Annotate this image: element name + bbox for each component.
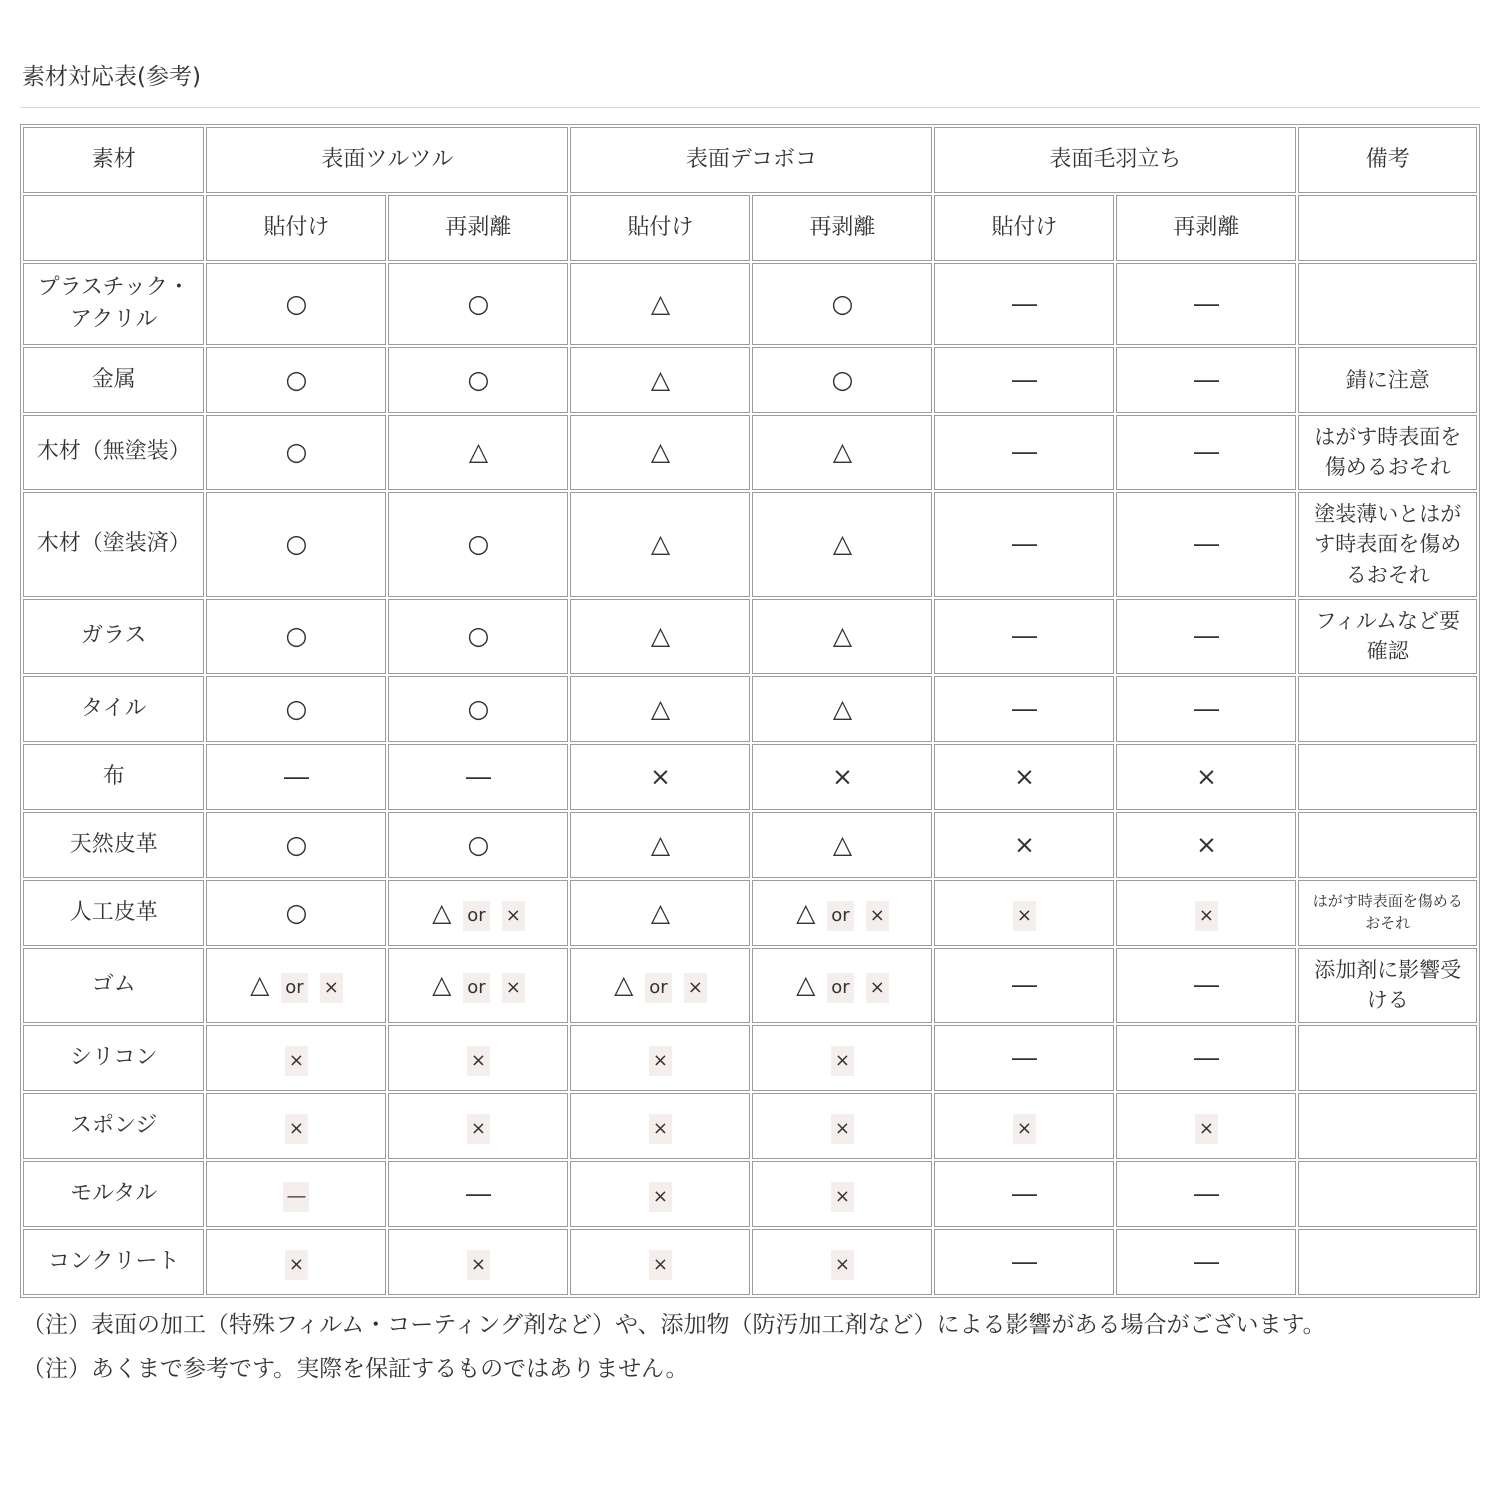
symbol-cell: [570, 1161, 750, 1227]
symbol-cell: [570, 1093, 750, 1159]
material-cell: スポンジ: [23, 1093, 204, 1159]
rating-symbol: ×: [649, 1182, 672, 1212]
rating-symbol: ×: [1195, 761, 1217, 791]
symbol-cell: [570, 880, 750, 946]
remark-cell: はがす時表面を傷めるおそれ: [1298, 880, 1477, 946]
symbol-cell: [388, 1161, 568, 1227]
symbol-cell: [752, 812, 932, 878]
rating-symbol: △: [650, 529, 671, 559]
symbol-cell: [570, 744, 750, 810]
symbol-cell: [934, 1025, 1114, 1091]
symbol-cell: [752, 1161, 932, 1227]
rating-symbol: ×: [649, 1114, 672, 1144]
rating-symbol: ×: [649, 1250, 672, 1280]
material-cell: 木材（無塗装）: [23, 415, 204, 490]
remark-cell: [1298, 1025, 1477, 1091]
remark-cell: [1298, 744, 1477, 810]
rating-symbol: ―: [1011, 288, 1037, 318]
rating-symbol: ×: [1195, 1114, 1218, 1144]
rating-symbol: ―: [1011, 1246, 1037, 1276]
rating-symbol: ×: [1013, 761, 1035, 791]
symbol-cell: [206, 812, 386, 878]
symbol-cell: [388, 812, 568, 878]
symbol-cell: [1116, 415, 1296, 490]
rating-symbol: ○: [467, 529, 490, 559]
rating-symbol: ―: [1193, 1042, 1219, 1072]
rating-symbol: ×: [320, 973, 343, 1003]
rating-symbol: △: [832, 829, 853, 859]
table-body: [23, 263, 1477, 1295]
symbol-cell: [206, 347, 386, 413]
symbol-cell: [1116, 1025, 1296, 1091]
remark-cell: 塗装薄いとはがす時表面を傷めるおそれ: [1298, 492, 1477, 597]
symbol-cell: [934, 744, 1114, 810]
symbol-cell: [1116, 948, 1296, 1023]
material-cell: シリコン: [23, 1025, 204, 1091]
column-header: 表面デコボコ: [570, 127, 932, 193]
page: [20, 0, 1480, 1387]
symbol-cell: [752, 415, 932, 490]
rating-symbol: ×: [831, 1114, 854, 1144]
footnote-1: （注）表面の加工（特殊フィルム・コーティング剤など）や、添加物（防汚加工剤など）による影響がある場合がございます。: [22, 1311, 1326, 1338]
symbol-cell: [388, 1229, 568, 1295]
rating-symbol: △: [432, 897, 452, 927]
table-row: [23, 880, 1477, 946]
rating-symbol: ―: [1011, 364, 1037, 394]
rating-symbol: ×: [285, 1114, 308, 1144]
rating-symbol: △: [650, 364, 671, 394]
symbol-cell: [388, 492, 568, 597]
table-row: [23, 599, 1477, 674]
rating-symbol: ×: [502, 901, 525, 931]
symbol-cell: [388, 948, 568, 1023]
table-row: [23, 263, 1477, 345]
footnote-2: （注）あくまで参考です。実際を保証するものではありません。: [22, 1356, 689, 1383]
symbol-cell: [388, 599, 568, 674]
subcolumn-header: 貼付け: [934, 195, 1114, 261]
symbol-cell: [752, 263, 932, 345]
table-row: [23, 1025, 1477, 1091]
rating-symbol: ―: [1193, 288, 1219, 318]
symbol-cell: [388, 263, 568, 345]
subheader-row: [23, 195, 1477, 261]
remark-cell: [1298, 1161, 1477, 1227]
symbol-cell: [570, 347, 750, 413]
symbol-cell: [388, 347, 568, 413]
symbol-cell: [1116, 347, 1296, 413]
rating-symbol: ―: [1011, 437, 1037, 467]
table-row: [23, 676, 1477, 742]
symbol-cell: [934, 347, 1114, 413]
symbol-cell: [206, 744, 386, 810]
rating-symbol: ○: [467, 364, 490, 394]
symbol-cell: [1116, 744, 1296, 810]
symbol-cell: [934, 599, 1114, 674]
symbol-cell: [1116, 263, 1296, 345]
rating-symbol: △: [650, 693, 671, 723]
symbol-cell: [934, 676, 1114, 742]
symbol-cell: [570, 492, 750, 597]
material-cell: ゴム: [23, 948, 204, 1023]
material-cell: 金属: [23, 347, 204, 413]
symbol-cell: [752, 948, 932, 1023]
symbol-cell: [206, 880, 386, 946]
rating-symbol: ×: [1013, 1114, 1036, 1144]
symbol-cell: [934, 1093, 1114, 1159]
symbol-cell: [752, 1229, 932, 1295]
rating-symbol: △: [832, 437, 853, 467]
rating-symbol: ×: [467, 1046, 490, 1076]
symbol-cell: [934, 812, 1114, 878]
symbol-cell: [934, 492, 1114, 597]
rating-symbol: ○: [467, 288, 490, 318]
rating-symbol: △: [650, 288, 671, 318]
symbol-cell: [570, 599, 750, 674]
material-cell: モルタル: [23, 1161, 204, 1227]
rating-symbol: △: [468, 437, 489, 467]
symbol-cell: [752, 676, 932, 742]
rating-symbol: △: [832, 621, 853, 651]
or-text: or: [827, 901, 853, 931]
symbol-cell: [206, 1229, 386, 1295]
symbol-cell: [752, 347, 932, 413]
symbol-cell: [752, 599, 932, 674]
column-header: 素材: [23, 127, 204, 193]
table-row: [23, 415, 1477, 490]
symbol-cell: [206, 676, 386, 742]
symbol-cell: [570, 1229, 750, 1295]
or-text: or: [463, 901, 489, 931]
subcolumn-header: 再剥離: [1116, 195, 1296, 261]
symbol-cell: [570, 1025, 750, 1091]
symbol-cell: [570, 415, 750, 490]
rating-symbol: ×: [831, 1250, 854, 1280]
symbol-cell: [1116, 880, 1296, 946]
remark-cell: [1298, 1229, 1477, 1295]
table-row: [23, 812, 1477, 878]
symbol-cell: [206, 948, 386, 1023]
rating-symbol: ―: [1193, 621, 1219, 651]
table-head: [23, 127, 1477, 261]
symbol-cell: [934, 1161, 1114, 1227]
rating-symbol: ―: [1011, 1178, 1037, 1208]
symbol-cell: [570, 948, 750, 1023]
rating-symbol: ×: [649, 1046, 672, 1076]
rating-symbol: ○: [831, 364, 854, 394]
symbol-cell: [388, 415, 568, 490]
rating-symbol: ○: [467, 829, 490, 859]
or-text: or: [463, 973, 489, 1003]
symbol-cell: [388, 676, 568, 742]
material-cell: 木材（塗装済）: [23, 492, 204, 597]
symbol-cell: [752, 744, 932, 810]
page-title: 素材対応表(参考): [22, 64, 201, 90]
table-row: [23, 1093, 1477, 1159]
rating-symbol: ×: [467, 1114, 490, 1144]
symbol-cell: [570, 812, 750, 878]
table-row: [23, 948, 1477, 1023]
rating-symbol: ○: [285, 829, 308, 859]
rating-symbol: △: [832, 693, 853, 723]
symbol-cell: [206, 1093, 386, 1159]
rating-symbol: △: [832, 529, 853, 559]
remark-cell: フィルムなど要確認: [1298, 599, 1477, 674]
rating-symbol: ×: [649, 761, 671, 791]
symbol-cell: [1116, 1093, 1296, 1159]
rating-symbol: ―: [1011, 621, 1037, 651]
rating-symbol: ×: [1013, 829, 1035, 859]
symbol-cell: [1116, 599, 1296, 674]
symbol-cell: [934, 880, 1114, 946]
rating-symbol: ×: [831, 761, 853, 791]
symbol-cell: [1116, 1161, 1296, 1227]
subcolumn-header: 再剥離: [752, 195, 932, 261]
rating-symbol: ×: [285, 1250, 308, 1280]
rating-symbol: ―: [1193, 693, 1219, 723]
rating-symbol: ○: [467, 621, 490, 651]
or-text: or: [645, 973, 671, 1003]
symbol-cell: [206, 263, 386, 345]
symbol-cell: [752, 880, 932, 946]
rating-symbol: △: [250, 970, 270, 1000]
symbol-cell: [206, 415, 386, 490]
rating-symbol: ×: [831, 1046, 854, 1076]
material-cell: タイル: [23, 676, 204, 742]
material-cell: ガラス: [23, 599, 204, 674]
remark-cell: [1298, 263, 1477, 345]
rating-symbol: ―: [1193, 529, 1219, 559]
remark-cell: [1298, 812, 1477, 878]
remark-cell: [1298, 676, 1477, 742]
rating-symbol: ×: [684, 973, 707, 1003]
rating-symbol: △: [796, 897, 816, 927]
table-row: [23, 492, 1477, 597]
rating-symbol: ×: [866, 973, 889, 1003]
rating-symbol: ○: [467, 693, 490, 723]
column-header: 表面ツルツル: [206, 127, 568, 193]
rating-symbol: ×: [285, 1046, 308, 1076]
subcolumn-header: 再剥離: [388, 195, 568, 261]
symbol-cell: [1116, 1229, 1296, 1295]
rating-symbol: ―: [283, 761, 309, 791]
rating-symbol: ―: [1011, 1042, 1037, 1072]
rating-symbol: ―: [1011, 970, 1037, 1000]
symbol-cell: [570, 263, 750, 345]
rating-symbol: ×: [1195, 901, 1218, 931]
symbol-cell: [752, 1093, 932, 1159]
symbol-cell: [934, 415, 1114, 490]
rating-symbol: ○: [285, 529, 308, 559]
material-cell: コンクリート: [23, 1229, 204, 1295]
symbol-cell: [752, 1025, 932, 1091]
material-cell: 天然皮革: [23, 812, 204, 878]
rating-symbol: △: [432, 970, 452, 1000]
rating-symbol: △: [650, 829, 671, 859]
symbol-cell: [206, 1161, 386, 1227]
rating-symbol: ×: [1195, 829, 1217, 859]
column-header: 備考: [1298, 127, 1477, 193]
rating-symbol: △: [650, 621, 671, 651]
symbol-cell: [1116, 492, 1296, 597]
symbol-cell: [206, 1025, 386, 1091]
subcolumn-header: [23, 195, 204, 261]
symbol-cell: [206, 492, 386, 597]
symbol-cell: [1116, 676, 1296, 742]
rating-symbol: ○: [285, 437, 308, 467]
rating-symbol: △: [650, 437, 671, 467]
symbol-cell: [934, 1229, 1114, 1295]
table-row: [23, 1161, 1477, 1227]
symbol-cell: [388, 880, 568, 946]
remark-cell: はがす時表面を傷めるおそれ: [1298, 415, 1477, 490]
table-row: [23, 1229, 1477, 1295]
table-row: [23, 347, 1477, 413]
rating-symbol: △: [796, 970, 816, 1000]
symbol-cell: [752, 492, 932, 597]
rating-symbol: △: [650, 897, 671, 927]
rating-symbol: ―: [1011, 693, 1037, 723]
remark-cell: 錆に注意: [1298, 347, 1477, 413]
rating-symbol: ○: [285, 288, 308, 318]
material-compatibility-table: [20, 124, 1480, 1298]
table-row: [23, 744, 1477, 810]
rating-symbol: ○: [285, 897, 308, 927]
rating-symbol: ○: [831, 288, 854, 318]
rating-symbol: ×: [831, 1182, 854, 1212]
symbol-cell: [934, 948, 1114, 1023]
symbol-cell: [388, 744, 568, 810]
rating-symbol: ―: [465, 761, 491, 791]
rating-symbol: ×: [467, 1250, 490, 1280]
rating-symbol: ○: [285, 693, 308, 723]
header-row: [23, 127, 1477, 193]
rating-symbol: ―: [1011, 529, 1037, 559]
rating-symbol: ○: [285, 364, 308, 394]
symbol-cell: [1116, 812, 1296, 878]
subcolumn-header: [1298, 195, 1477, 261]
rating-symbol: ―: [1193, 437, 1219, 467]
rating-symbol: ―: [1193, 1178, 1219, 1208]
column-header: 表面毛羽立ち: [934, 127, 1296, 193]
rating-symbol: ―: [283, 1182, 309, 1212]
subcolumn-header: 貼付け: [570, 195, 750, 261]
subcolumn-header: 貼付け: [206, 195, 386, 261]
or-text: or: [827, 973, 853, 1003]
rating-symbol: ―: [1193, 970, 1219, 1000]
symbol-cell: [388, 1025, 568, 1091]
rating-symbol: ×: [1013, 901, 1036, 931]
material-cell: 布: [23, 744, 204, 810]
symbol-cell: [388, 1093, 568, 1159]
material-cell: プラスチック・アクリル: [23, 263, 204, 345]
title-divider: [20, 107, 1480, 108]
remark-cell: [1298, 1093, 1477, 1159]
symbol-cell: [934, 263, 1114, 345]
rating-symbol: ○: [285, 621, 308, 651]
remark-cell: 添加剤に影響受ける: [1298, 948, 1477, 1023]
rating-symbol: ―: [1193, 364, 1219, 394]
or-text: or: [281, 973, 307, 1003]
rating-symbol: ―: [1193, 1246, 1219, 1276]
symbol-cell: [570, 676, 750, 742]
rating-symbol: ×: [502, 973, 525, 1003]
rating-symbol: ―: [465, 1178, 491, 1208]
rating-symbol: ×: [866, 901, 889, 931]
material-cell: 人工皮革: [23, 880, 204, 946]
symbol-cell: [206, 599, 386, 674]
rating-symbol: △: [614, 970, 634, 1000]
